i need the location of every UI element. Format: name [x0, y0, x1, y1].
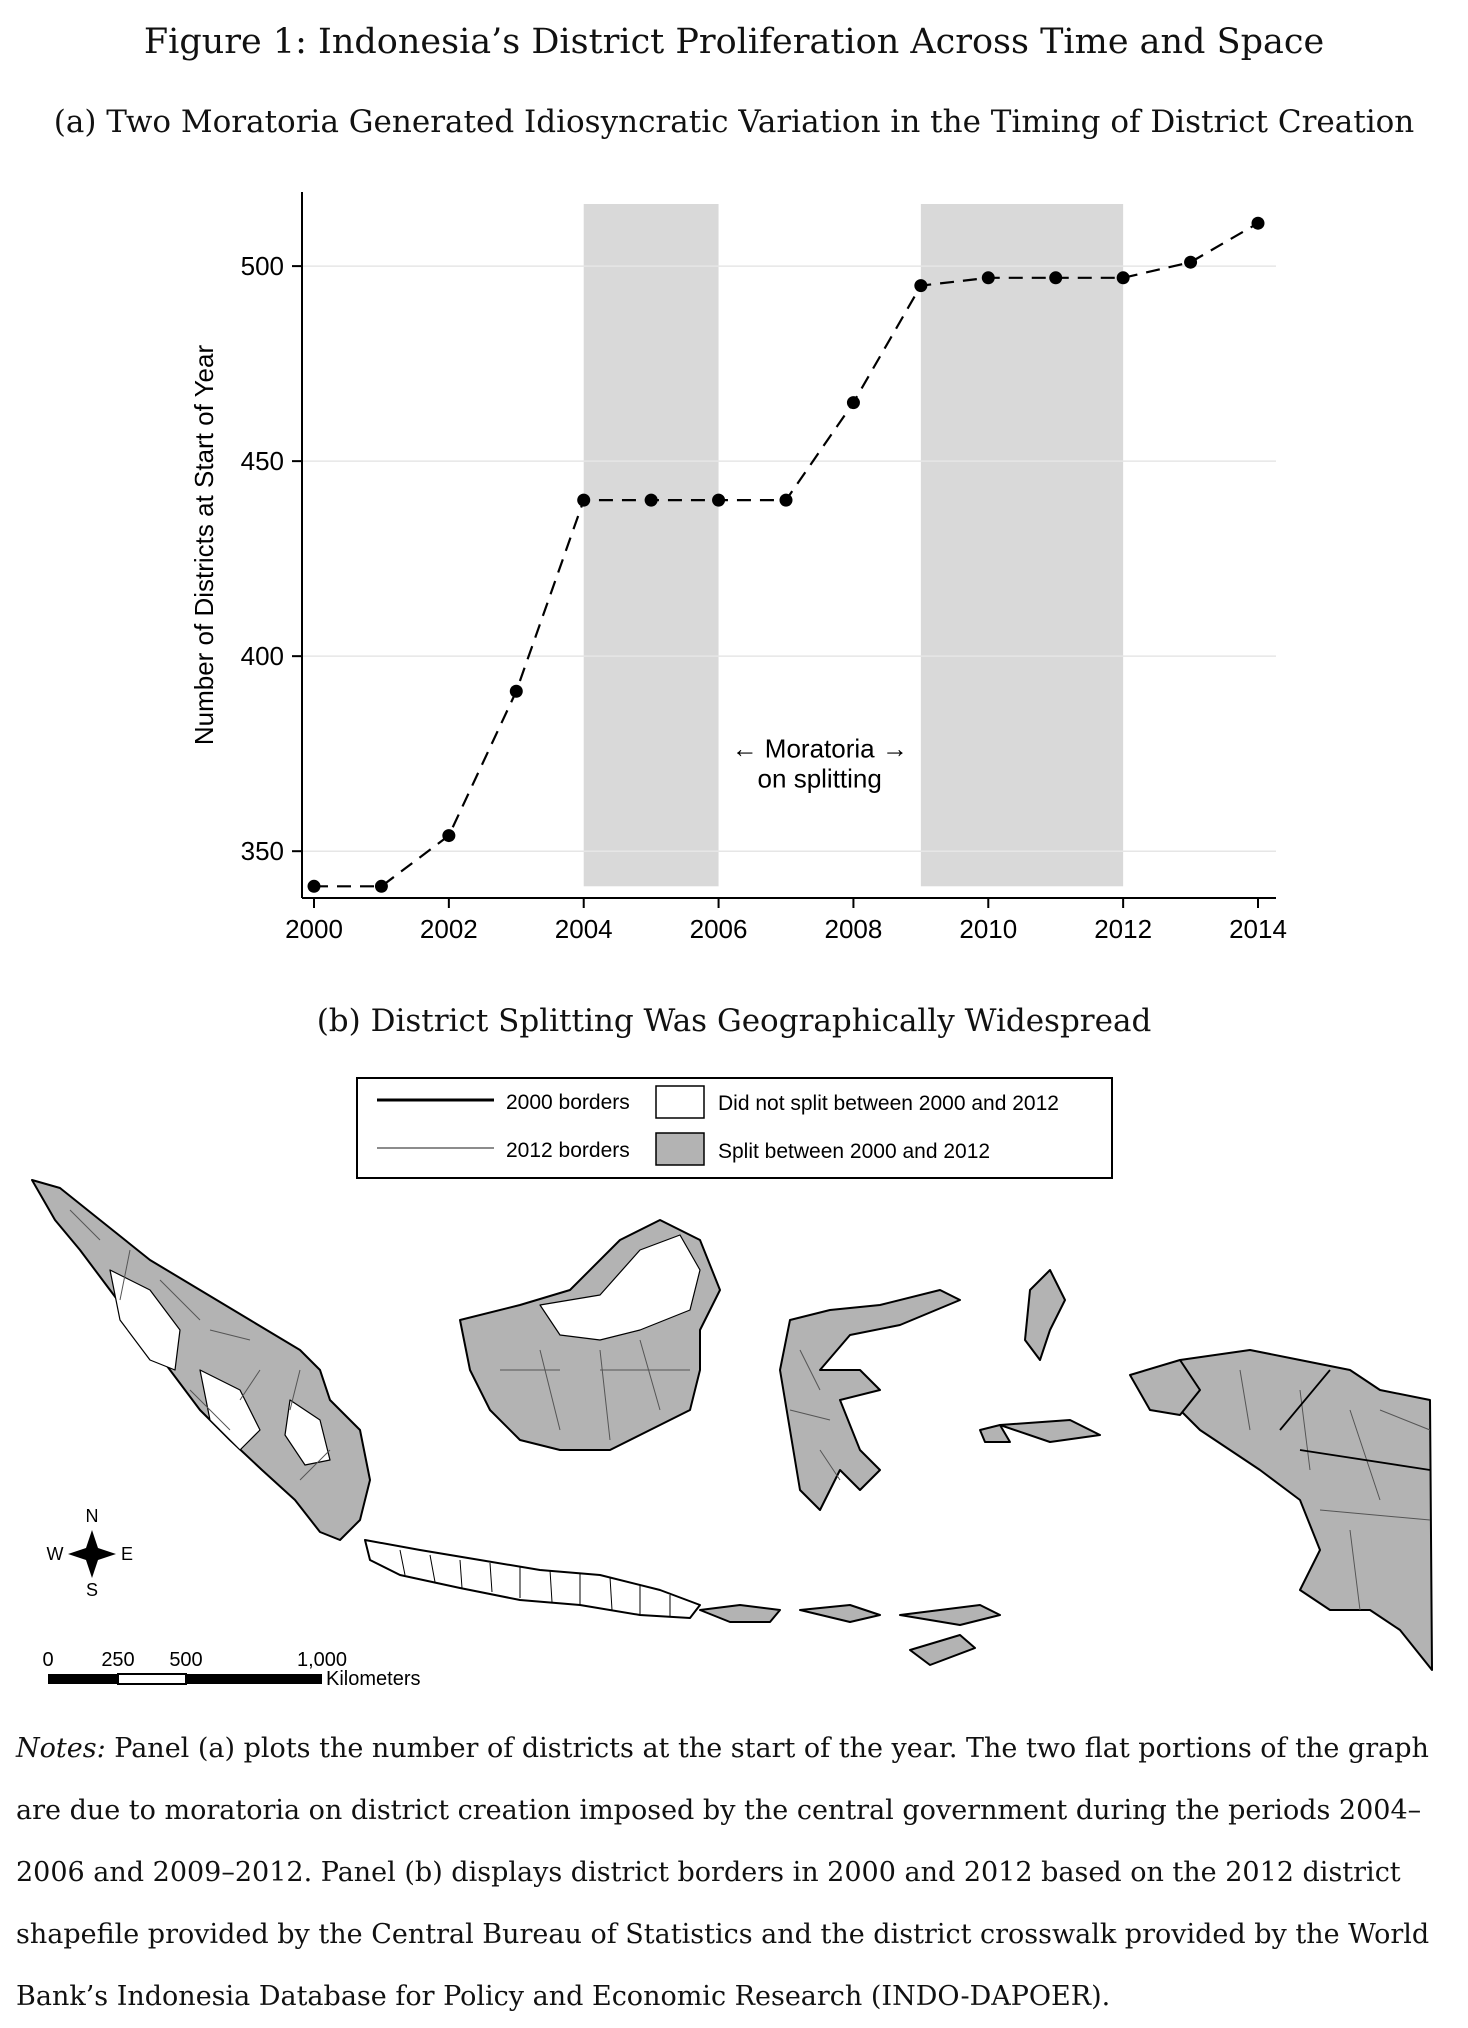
tick-labels: [241, 251, 1287, 944]
compass-s: S: [85, 1580, 99, 1600]
moratoria-annotation: [732, 734, 908, 794]
data-point-2003: [510, 685, 523, 698]
data-point-2002: [442, 829, 455, 842]
y-tick-label-500: 500: [240, 251, 284, 282]
compass-e: E: [120, 1544, 134, 1564]
halmahera: [1025, 1270, 1065, 1360]
java: [365, 1540, 700, 1618]
compass-rose: [47, 1506, 134, 1600]
data-point-2008: [847, 396, 860, 409]
data-point-2009: [914, 279, 927, 292]
legend-label-not-split: Did not split between 2000 and 2012: [718, 1092, 1059, 1115]
timor: [910, 1635, 975, 1665]
sumatra: [32, 1180, 370, 1540]
data-point-2012: [1117, 271, 1130, 284]
scale-bar: [42, 1649, 420, 1690]
panel-a-title: (a) Two Moratoria Generated Idiosyncratic Variation in the Timing of District Creation: [53, 104, 1415, 140]
x-tick-label-2012: 2012: [1094, 914, 1153, 944]
compass-w: W: [46, 1544, 64, 1564]
y-axis-label: Number of Districts at Start of Year: [189, 344, 219, 746]
panel-b-title: (b) District Splitting Was Geographically Widespread: [316, 1003, 1152, 1039]
data-point-2010: [982, 271, 995, 284]
data-point-2001: [375, 880, 388, 893]
compass-n: N: [85, 1506, 99, 1526]
scale-seg-1: [48, 1674, 118, 1684]
data-point-2006: [712, 494, 725, 507]
y-tick-label-450: 450: [240, 446, 284, 477]
x-tick-label-2004: 2004: [554, 914, 613, 944]
legend-label-2012: 2012 borders: [506, 1139, 630, 1162]
figure-notes: [16, 1718, 1456, 2028]
map-legend: [357, 1078, 1112, 1178]
islands: [32, 1180, 1432, 1670]
scale-seg-2: [118, 1674, 186, 1684]
notes-text: Panel (a) plots the number of districts at the start of the year. The two flat portions of the graph are due to moratoria on district creation imposed by the central government during the periods 2004–2006 and 2009–2012. Panel (b) displays district borders in 2000 and 2012 based on the 2012 district shapefile provided by the Central Bureau of Statistics and the district crosswalk provided by the World Bank’s Indonesia Database for Policy and Economic Research (INDO-DAPOER).: [16, 1733, 1430, 2012]
scale-tick-0: 0: [42, 1649, 54, 1671]
annotation-line-2: on splitting: [757, 763, 882, 794]
data-point-2014: [1252, 217, 1265, 230]
annotation-line-1: ← Moratoria →: [731, 733, 908, 764]
data-point-2000: [308, 880, 321, 893]
notes-label: Notes:: [16, 1733, 106, 1764]
data-point-2011: [1049, 271, 1062, 284]
y-tick-label-400: 400: [240, 641, 284, 672]
district-map: [0, 1070, 1468, 1710]
district-count-chart: [0, 180, 1468, 980]
moratorium-band-2: [921, 204, 1123, 886]
x-tick-label-2000: 2000: [285, 914, 343, 944]
sulawesi: [780, 1290, 960, 1510]
moratorium-band-1: [584, 204, 719, 886]
y-tick-label-350: 350: [240, 836, 284, 867]
data-point-2013: [1184, 256, 1197, 269]
compass-star-icon: [68, 1530, 116, 1578]
x-tick-label-2008: 2008: [824, 914, 883, 944]
x-tick-label-2002: 2002: [419, 914, 478, 944]
scale-seg-3: [186, 1674, 322, 1684]
data-point-2004: [577, 494, 590, 507]
scale-tick-1000: 1,000: [296, 1649, 348, 1671]
figure-title: Figure 1: Indonesia’s District Proliferation Across Time and Space: [143, 22, 1325, 62]
legend-box-split: [656, 1133, 704, 1165]
scale-unit: Kilometers: [326, 1668, 421, 1690]
x-tick-label-2010: 2010: [959, 914, 1018, 944]
scale-tick-500: 500: [169, 1649, 203, 1671]
x-tick-label-2014: 2014: [1229, 914, 1287, 944]
legend-label-split: Split between 2000 and 2012: [718, 1140, 991, 1163]
scale-tick-250: 250: [101, 1649, 135, 1671]
x-tick-label-2006: 2006: [689, 914, 748, 944]
data-point-2007: [780, 494, 793, 507]
nusa-tenggara: [700, 1605, 1000, 1625]
legend-label-2000: 2000 borders: [506, 1091, 630, 1114]
legend-box-not-split: [656, 1086, 704, 1118]
seram: [1000, 1420, 1100, 1442]
data-point-2005: [645, 494, 658, 507]
